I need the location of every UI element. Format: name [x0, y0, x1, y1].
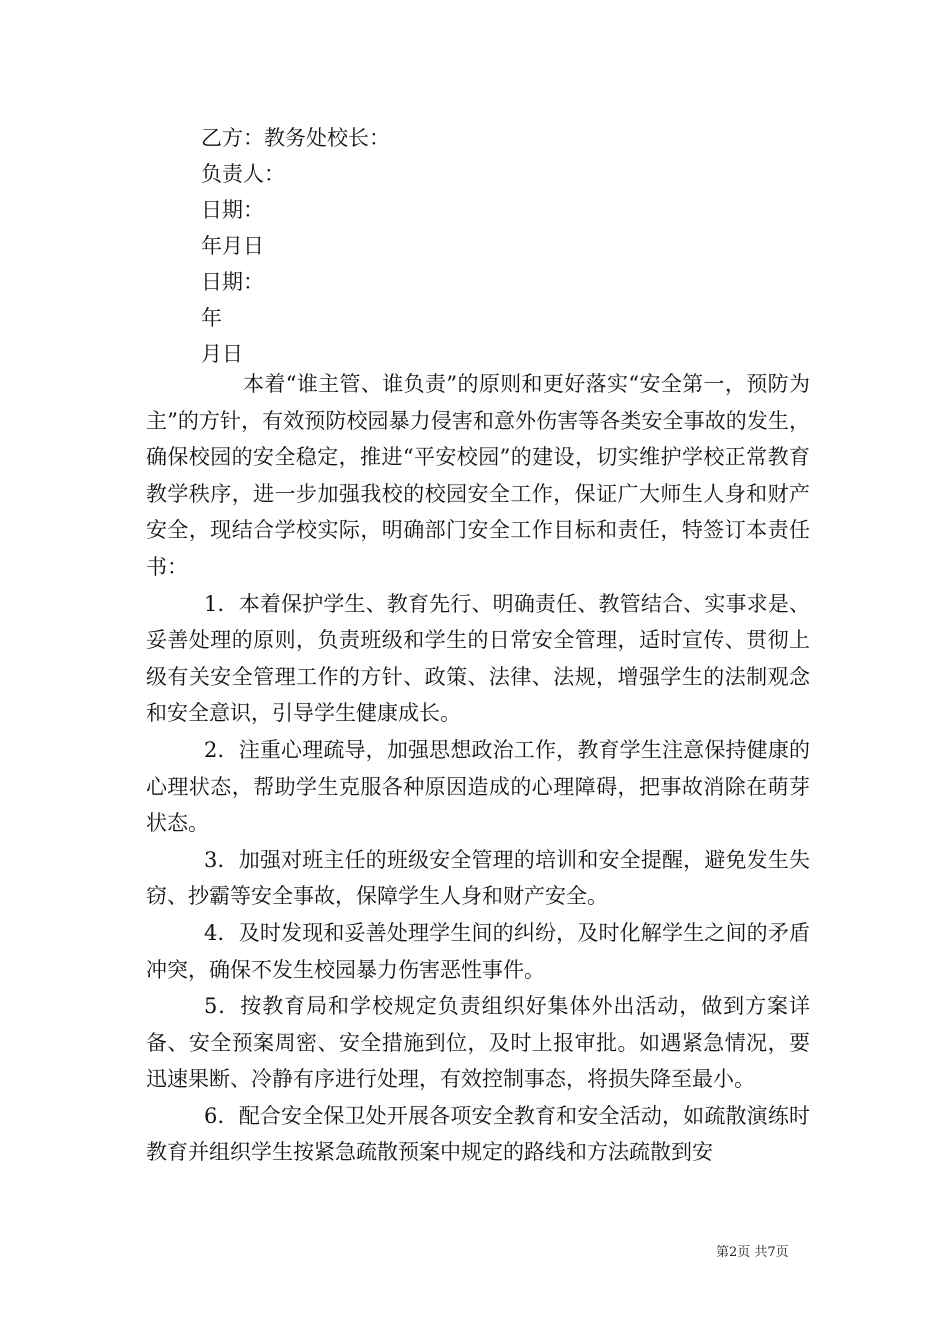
- item-paragraph-6: 6．配合安全保卫处开展各项安全教育和安全活动，如疏散演练时教育并组织学生按紧急疏散预案中规定的路线和方法疏散到安: [146, 1103, 810, 1165]
- year-line: 年: [201, 306, 222, 330]
- item-paragraph-4: 4．及时发现和妥善处理学生间的纠纷，及时化解学生之间的矛盾冲突，确保不发生校园暴力伤害恶性事件。: [146, 920, 810, 982]
- page-number-footer: 第2页 共7页: [716, 1245, 789, 1260]
- item-paragraph-1: 1．本着保护学生、教育先行、明确责任、教管结合、实事求是、妥善处理的原则，负责班级和学生的日常安全管理，适时宣传、贯彻上级有关安全管理工作的方针、政策、法律、法规，增强学生的法制观念和安全意识，引导学生健康成长。: [146, 591, 810, 726]
- party-b-line: 乙方：教务处校长：: [201, 126, 390, 150]
- item-paragraph-2: 2．注重心理疏导，加强思想政治工作，教育学生注意保持健康的心理状态，帮助学生克服各种原因造成的心理障碍，把事故消除在萌芽状态。: [146, 737, 810, 836]
- year-month-day-line: 年月日: [201, 234, 264, 258]
- responsible-person-line: 负责人：: [201, 162, 285, 186]
- date-line-2: 日期：: [201, 270, 264, 294]
- intro-paragraph: 本着“谁主管、谁负责”的原则和更好落实“安全第一，预防为主”的方针，有效预防校园暴力侵害和意外伤害等各类安全事故的发生，确保校园的安全稳定，推进“平安校园”的建设，切实维护学校正常教育教学秩序，进一步加强我校的校园安全工作，保证广大师生人身和财产安全，现结合学校实际，明确部门安全工作目标和责任，特签订本责任书：: [146, 372, 810, 579]
- month-day-line: 月日: [201, 342, 243, 366]
- body-text: [146, 366, 810, 1171]
- date-line: 日期：: [201, 198, 264, 222]
- item-paragraph-5: 5．按教育局和学校规定负责组织好集体外出活动，做到方案详备、安全预案周密、安全措施到位，及时上报审批。如遇紧急情况，要迅速果断、冷静有序进行处理，有效控制事态，将损失降至最小。: [146, 994, 810, 1092]
- item-paragraph-3: 3．加强对班主任的班级安全管理的培训和安全提醒，避免发生失窃、抄霸等安全事故，保障学生人身和财产安全。: [146, 847, 810, 909]
